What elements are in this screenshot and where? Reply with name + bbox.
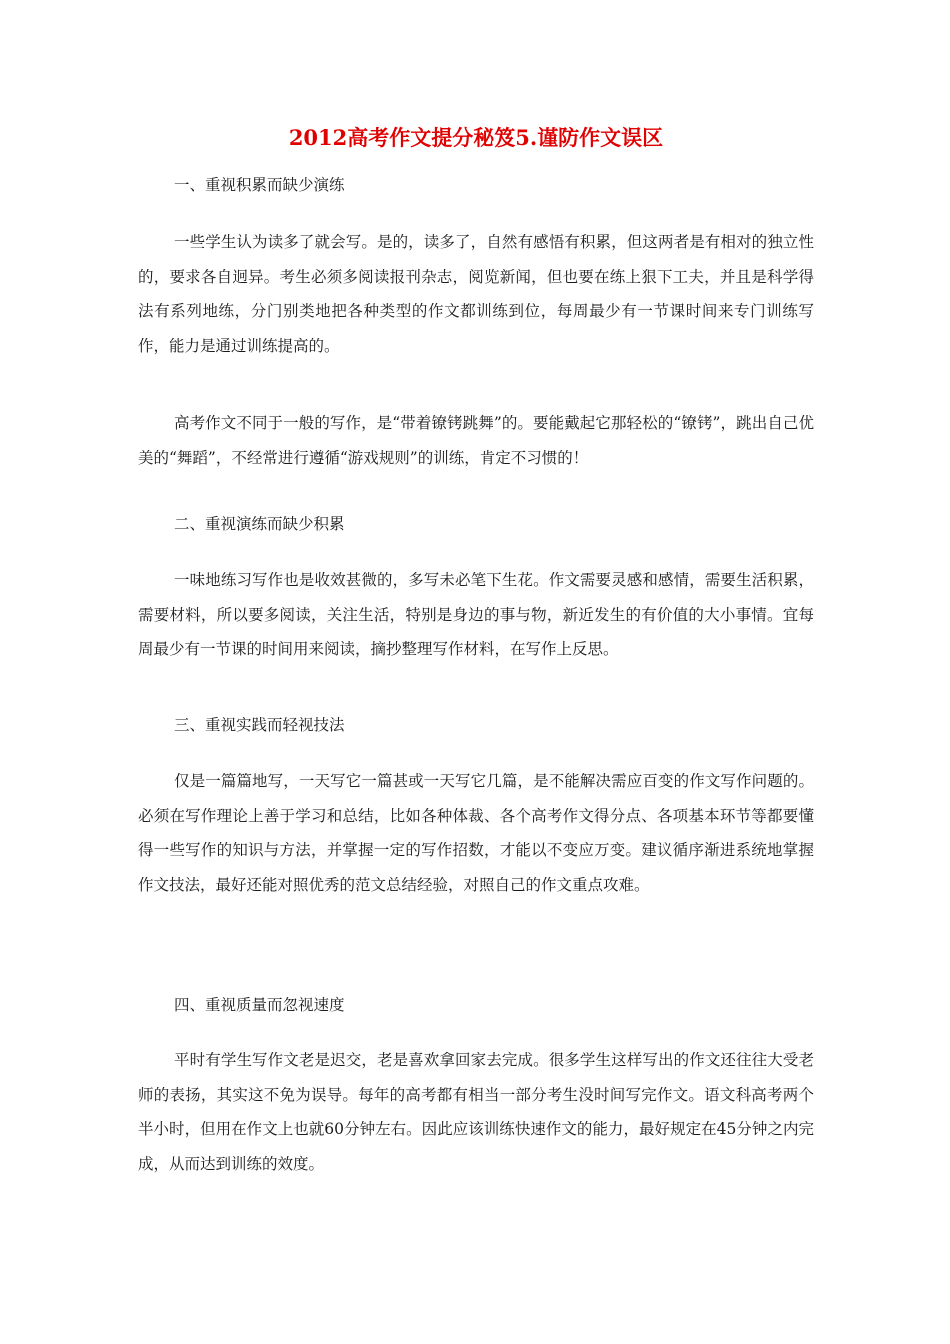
section-4-paragraph-1: 平时有学生写作文老是迟交，老是喜欢拿回家去完成。很多学生这样写出的作文还往往大受老师的表扬，其实这不免为误导。每年的高考都有相当一部分考生没时间写完作文。语文科高考两个半小时，但用在作文上也就60分钟左右。因此应该训练快速作文的能力，最好规定在45分钟之内完成，从而达到训练的效度。: [138, 1051, 814, 1173]
section-3-paragraph-1: 仅是一篇篇地写，一天写它一篇甚或一天写它几篇，是不能解决需应百变的作文写作问题的。必须在写作理论上善于学习和总结，比如各种体裁、各个高考作文得分点、各项基本环节等都要懂得一些写作的知识与方法，并掌握一定的写作招数，才能以不变应万变。建议循序渐进系统地掌握作文技法，最好还能对照优秀的范文总结经验，对照自己的作文重点攻难。: [138, 772, 814, 894]
section-heading-3: 三、重视实践而轻视技法: [174, 716, 345, 734]
section-2-paragraph-1: 一味地练习写作也是收效甚微的，多写未必笔下生花。作文需要灵感和感情，需要生活积累，需要材料，所以要多阅读，关注生活，特别是身边的事与物，新近发生的有价值的大小事情。宜每周最少有一节课的时间用来阅读，摘抄整理写作材料，在写作上反思。: [138, 571, 814, 659]
section-1-paragraph-1: 一些学生认为读多了就会写。是的，读多了，自然有感悟有积累，但这两者是有相对的独立性的，要求各自迥异。考生必须多阅读报刊杂志，阅览新闻，但也要在练上狠下工夫，并且是科学得法有系列地练，分门别类地把各种类型的作文都训练到位，每周最少有一节课时间来专门训练写作，能力是通过训练提高的。: [138, 233, 814, 355]
section-heading-2: 二、重视演练而缺少积累: [174, 515, 345, 533]
section-heading-1: 一、重视积累而缺少演练: [174, 176, 345, 194]
section-1-paragraph-2: 高考作文不同于一般的写作，是“带着镣铐跳舞”的。要能戴起它那轻松的“镣铐”，跳出自己优美的“舞蹈”，不经常进行遵循“游戏规则”的训练，肯定不习惯的！: [138, 414, 814, 467]
document-title: 2012高考作文提分秘笈5.谨防作文误区: [288, 125, 664, 150]
section-heading-4: 四、重视质量而忽视速度: [174, 996, 345, 1014]
